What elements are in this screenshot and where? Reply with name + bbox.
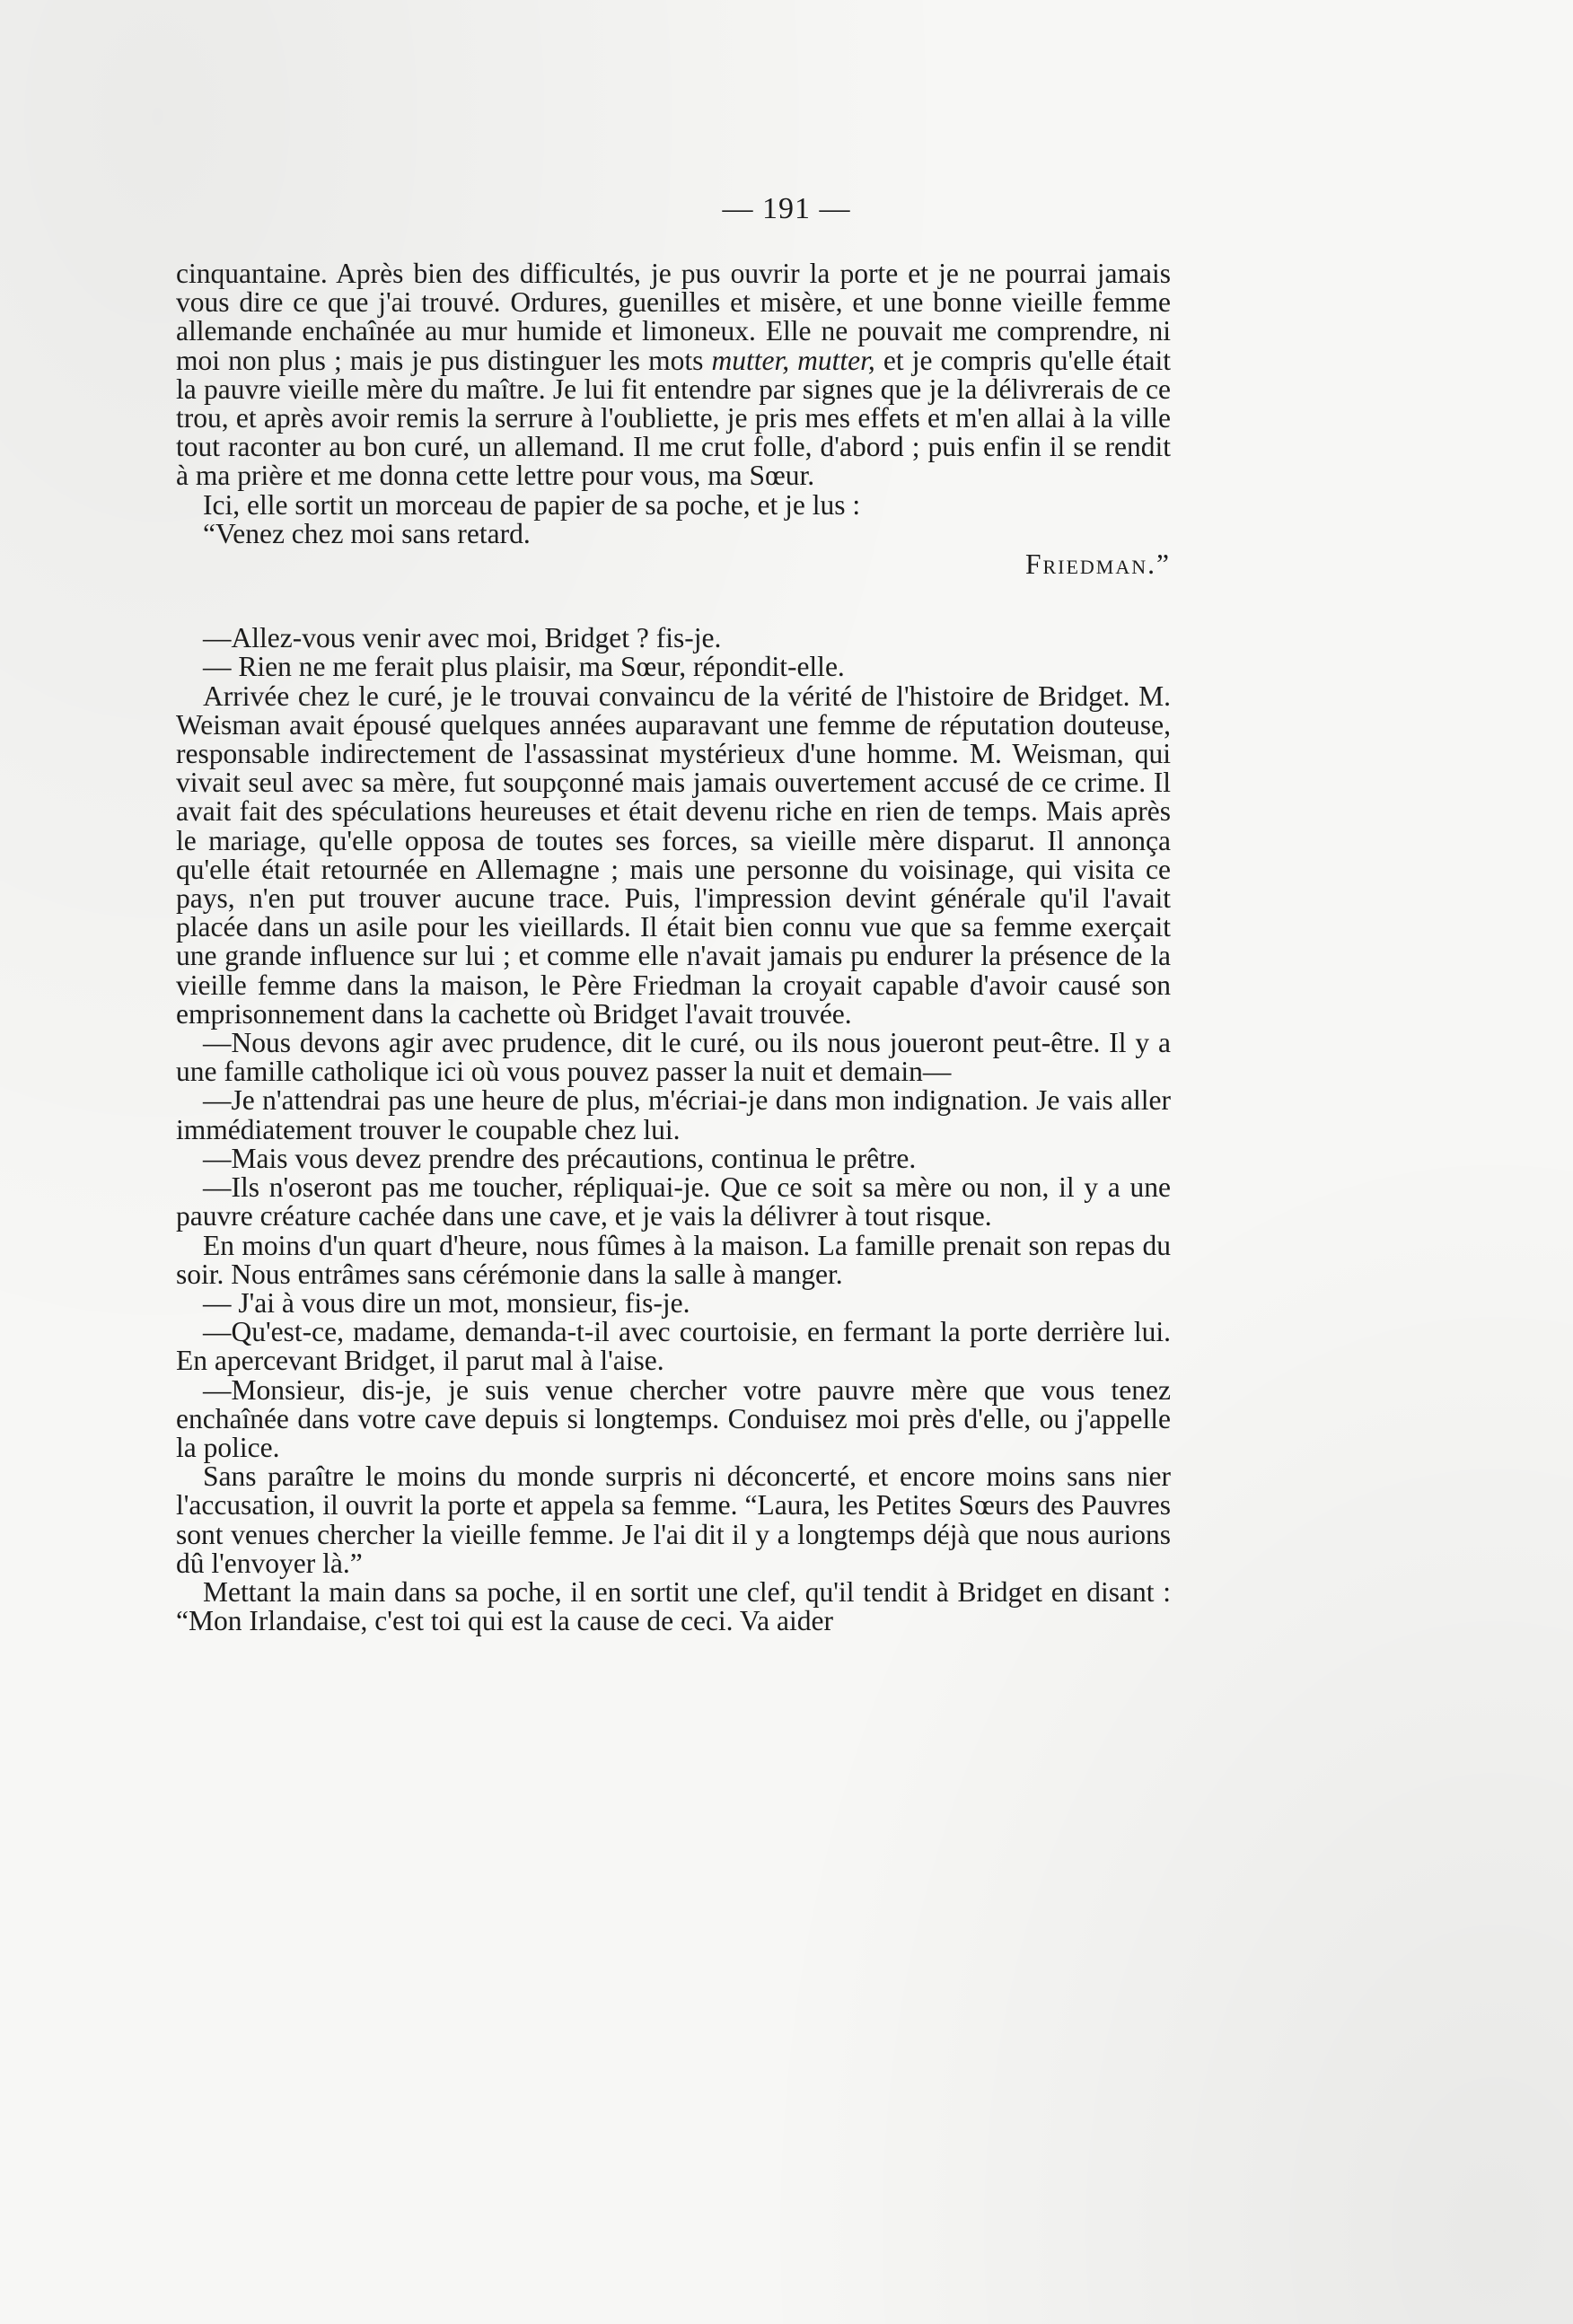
paragraph-11: —Ils n'oseront pas me toucher, répliquai-je. Que ce soit sa mère ou non, il y a une pauvre créature cachée dans une cave, et je vais la délivrer à tout risque. (176, 1171, 1171, 1232)
paragraph-5: —Allez-vous venir avec moi, Bridget ? fis-je. (203, 622, 722, 654)
paragraph-7: Arrivée chez le curé, je le trouvai convaincu de la vérité de l'histoire de Bridget. M. Weisman avait épousé quelques années auparavant une femme de réputation douteuse, responsable indirectement de l'assassinat mystérieux d'une homme. M. Weisman, qui vivait seul avec sa mère, fut soupçonné mais jamais ouvertement accusé de ce crime. Il avait fait des spéculations heureuses et était devenu riche en rien de temps. Mais après le mariage, qu'elle opposa de toutes ses forces, sa vieille mère disparut. Il annonça qu'elle était retournée en Allemagne ; mais une personne du voisinage, qui visita ce pays, n'en put trouver aucune trace. Puis, l'impression devint générale qu'il l'avait placée dans un asile pour les vieillards. Il était bien connu vue que sa femme exerçait une grande influence sur lui ; et comme elle n'avait jamais pu endurer la présence de la vieille femme dans la maison, le Père Friedman la croyait capable d'avoir causé son emprisonnement dans la cachette où Bridget l'avait trouvée. (176, 680, 1171, 1030)
body-text (176, 259, 1171, 1636)
paragraph-6: — Rien ne me ferait plus plaisir, ma Sœur, répondit-elle. (203, 651, 845, 683)
paragraph-10: —Mais vous devez prendre des précautions, continua le prêtre. (203, 1142, 917, 1174)
paragraph-15: —Monsieur, dis-je, je suis venue chercher votre pauvre mère que vous tenez enchaînée dans votre cave depuis si longtemps. Conduisez moi près d'elle, ou j'appelle la police. (176, 1373, 1171, 1463)
paragraph-13: — J'ai à vous dire un mot, monsieur, fis-je. (203, 1286, 690, 1319)
paragraph-1-text-a: cinquantaine. Après bien des difficultés, je pus ouvrir la porte et je ne pourrai jamais vous dire ce que j'ai trouvé. Ordures, guenilles et misère, et une bonne vieille femme allemande enchaînée au mur humide et limoneux. Elle ne pouvait me comprendre, ni moi non plus ; mais je pus distinguer les mots (176, 258, 1171, 376)
paragraph-1-emphasis: mutter, mutter, (711, 344, 875, 376)
paragraph-1-text-b: et je compris qu'elle était la pauvre vieille mère du maître. Je lui fit entendre par signes que je la délivrerais de ce trou, et après avoir remis la serrure à l'oubliette, je pris mes effets et m'en allai à la ville tout raconter au bon curé, un allemand. Il me crut folle, d'abord ; puis enfin il se rendit à ma prière et me donna cette lettre pour vous, ma Sœur. (176, 344, 1171, 492)
paragraph-8: —Nous devons agir avec prudence, dit le curé, ou ils nous joueront peut-être. Il y a une famille catholique ici où vous pouvez passer la nuit et demain— (176, 1027, 1171, 1088)
paragraph-12: En moins d'un quart d'heure, nous fûmes à la maison. La famille prenait son repas du soir. Nous entrâmes sans cérémonie dans la salle à manger. (176, 1229, 1171, 1290)
paragraph-2: Ici, elle sortit un morceau de papier de sa poche, et je lus : (203, 488, 861, 521)
paragraph-14: —Qu'est-ce, madame, demanda-t-il avec courtoisie, en fermant la porte derrière lui. En apercevant Bridget, il parut mal à l'aise. (176, 1316, 1171, 1377)
paragraph-17: Mettant la main dans sa poche, il en sortit une clef, qu'il tendit à Bridget en disant : “Mon Irlandaise, c'est toi qui est la cause de ceci. Va aider (176, 1575, 1171, 1637)
letter-signature: Friedman.” (1024, 548, 1171, 581)
page-number: — 191 — (722, 192, 851, 225)
paragraph-16: Sans paraître le moins du monde surpris ni déconcerté, et encore moins sans nier l'accusation, il ouvrit la porte et appela sa femme. “Laura, les Petites Sœurs des Pauvres sont venues chercher la vieille femme. Je l'ai dit il y a longtemps déjà que nous aurions dû l'envoyer là.” (176, 1460, 1171, 1579)
letter-text: “Venez chez moi sans retard. (203, 517, 531, 549)
paragraph-1 (176, 259, 1171, 491)
paragraph-9: —Je n'attendrai pas une heure de plus, m'écriai-je dans mon indignation. Je vais aller immédiatement trouver le coupable chez lui. (176, 1084, 1171, 1145)
